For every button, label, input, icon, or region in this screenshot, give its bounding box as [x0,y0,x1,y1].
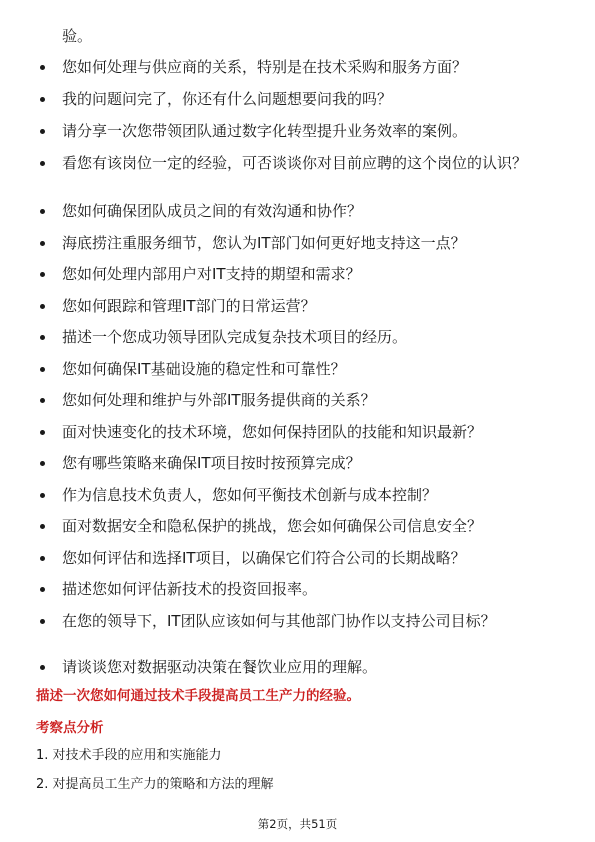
continuation-text: 验。 [62,27,93,45]
question-text: 面对数据安全和隐私保护的挑战，您会如何确保公司信息安全？ [62,517,483,535]
list-item [40,88,570,111]
bullet-icon [40,209,45,214]
list-item [40,56,570,79]
question-text: 您有哪些策略来确保IT项目按时按预算完成？ [62,454,361,472]
list-item [40,578,570,601]
list-item [40,200,570,223]
bullet-icon [40,272,45,277]
bullet-icon [40,430,45,435]
analysis-point: 1. 对技术手段的应用和实施能力 [36,748,222,763]
list-item [40,263,570,286]
list-item [40,326,570,349]
question-text: 请分享一次您带领团队通过数字化转型提升业务效率的案例。 [62,122,468,140]
bullet-icon [40,556,45,561]
bullet-icon [40,335,45,340]
list-item [40,547,570,570]
bullet-icon [40,461,45,466]
question-text: 您如何确保团队成员之间的有效沟通和协作？ [62,202,363,220]
question-text: 看您有该岗位一定的经验，可否谈谈你对目前应聘的这个岗位的认识？ [62,154,528,172]
bullet-icon [40,367,45,372]
bullet-icon [40,97,45,102]
bullet-icon [40,161,45,166]
question-text: 您如何处理内部用户对IT支持的期望和需求？ [62,265,361,283]
bullet-icon [40,524,45,529]
question-text: 请谈谈您对数据驱动决策在餐饮业应用的理解。 [62,658,378,676]
bullet-icon [40,241,45,246]
analysis-heading: 考察点分析 [36,720,104,736]
bullet-icon [40,129,45,134]
bullet-icon [40,665,45,670]
list-item [40,232,570,255]
bullet-icon [40,65,45,70]
bullet-icon [40,619,45,624]
analysis-point: 2. 对提高员工生产力的策略和方法的理解 [36,777,274,792]
list-item [40,452,570,475]
page-number: 第2页，共51页 [257,817,338,831]
question-text: 海底捞注重服务细节，您认为IT部门如何更好地支持这一点？ [62,234,466,252]
list-item [40,358,570,381]
bullet-icon [40,587,45,592]
list-item [40,389,570,412]
question-text: 作为信息技术负责人，您如何平衡技术创新与成本控制？ [62,486,438,504]
question-text: 我的问题问完了，你还有什么问题想要问我的吗？ [62,90,393,108]
list-item [40,152,570,175]
list-item [40,656,570,679]
bullet-icon [40,304,45,309]
list-item [40,295,570,318]
bullet-icon [40,493,45,498]
question-text: 面对快速变化的技术环境，您如何保持团队的技能和知识最新？ [62,423,483,441]
question-text: 您如何处理与供应商的关系，特别是在技术采购和服务方面？ [62,58,468,76]
bullet-icon [40,398,45,403]
list-item [40,484,570,507]
question-text: 您如何跟踪和管理IT部门的日常运营？ [62,297,316,315]
list-item [40,515,570,538]
list-item [40,120,570,143]
question-text: 您如何确保IT基础设施的稳定性和可靠性？ [62,360,346,378]
list-item [40,610,570,633]
question-text: 您如何处理和维护与外部IT服务提供商的关系？ [62,391,376,409]
question-text: 您如何评估和选择IT项目，以确保它们符合公司的长期战略？ [62,549,466,567]
question-text: 描述一个您成功领导团队完成复杂技术项目的经历。 [62,328,408,346]
question-text: 在您的领导下，IT团队应该如何与其他部门协作以支持公司目标？ [62,612,496,630]
question-text: 描述您如何评估新技术的投资回报率。 [62,580,318,598]
list-item [40,421,570,444]
section-heading: 描述一次您如何通过技术手段提高员工生产力的经验。 [36,688,360,704]
